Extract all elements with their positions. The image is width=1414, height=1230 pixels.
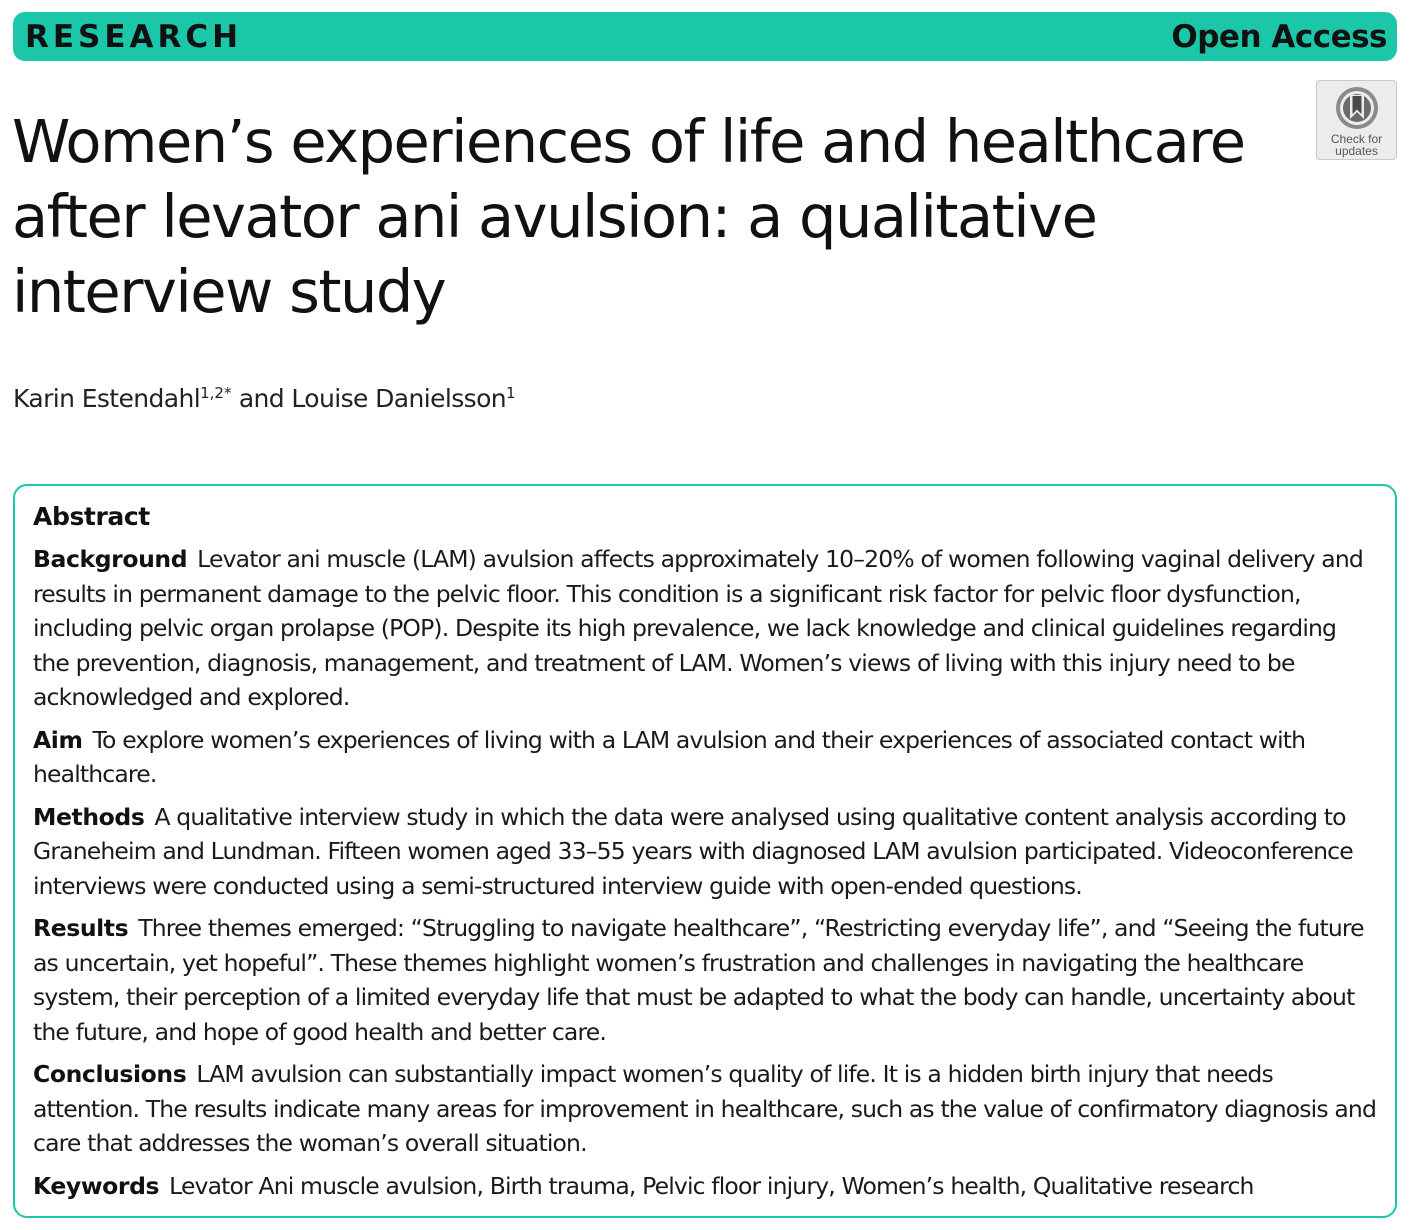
section-text: Levator Ani muscle avulsion, Birth trauma, Pelvic floor injury, Women’s health, Qualitative research xyxy=(169,1171,1254,1200)
author-list xyxy=(13,384,516,413)
check-for-updates-label: Check for updates xyxy=(1330,132,1383,158)
open-access-label[interactable]: Open Access xyxy=(1171,18,1387,55)
abstract-aim xyxy=(33,723,1377,792)
abstract-keywords xyxy=(33,1169,1377,1204)
abstract-heading: Abstract xyxy=(33,502,150,531)
abstract-box xyxy=(13,484,1397,1218)
author-name[interactable]: Louise Danielsson xyxy=(291,384,507,413)
author-conjunction: and xyxy=(231,384,292,413)
section-text: A qualitative interview study in which the data were analysed using qualitative content analysis according to Graneheim and Lundman. Fifteen women aged 33–55 years with diagnosed LAM avulsion participated. Videoconference interviews were conducted using a semi-structured interview guide with open-ended questions. xyxy=(33,802,1353,900)
header-banner xyxy=(13,12,1397,61)
section-text: To explore women’s experiences of living with a LAM avulsion and their experiences of associated contact with healthcare. xyxy=(33,725,1306,788)
section-label: RESEARCH xyxy=(25,18,243,55)
check-for-updates-button[interactable] xyxy=(1316,80,1397,160)
section-label: Aim xyxy=(33,725,83,754)
abstract-conclusions xyxy=(33,1057,1377,1161)
section-label: Background xyxy=(33,545,188,573)
section-text: Levator ani muscle (LAM) avulsion affects approximately 10–20% of women following vaginal delivery and results in permanent damage to the pelvic floor. This condition is a significant risk factor for pelvic floor dysfunction, including pelvic organ prolapse (POP). Despite its high prevalence, we lack knowledge and clinical guidelines regarding the prevention, diagnosis, management, and treatment of LAM. Women’s views of living with this injury need to be acknowledged and explored. xyxy=(33,545,1363,711)
author-name[interactable]: Karin Estendahl xyxy=(13,384,201,413)
section-label: Results xyxy=(33,914,129,942)
author-affiliation: 1 xyxy=(506,384,516,402)
author-affiliation: 1,2* xyxy=(200,384,232,402)
abstract-results xyxy=(33,911,1377,1049)
section-label: Conclusions xyxy=(33,1060,187,1088)
section-label: Keywords xyxy=(33,1171,160,1200)
section-text: LAM avulsion can substantially impact women’s quality of life. It is a hidden birth injury that needs attention. The results indicate many areas for improvement in healthcare, such as the value of confirmatory diagnosis and care that addresses the woman’s overall situation. xyxy=(33,1060,1377,1157)
section-label: Methods xyxy=(33,802,145,831)
abstract-background xyxy=(33,542,1377,715)
abstract-methods xyxy=(33,800,1377,904)
section-text: Three themes emerged: “Struggling to navigate healthcare”, “Restricting everyday life”, and “Seeing the future as uncertain, yet hopeful”. These themes highlight women’s frustration and challenges in navigating the healthcare system, their perception of a limited everyday life that must be adapted to what the body can handle, uncertainty about the future, and hope of good health and better care. xyxy=(33,914,1364,1046)
bookmark-icon xyxy=(1333,85,1381,131)
article-title: Women’s experiences of life and healthcare after levator ani avulsion: a qualitative interview study xyxy=(12,107,1245,326)
